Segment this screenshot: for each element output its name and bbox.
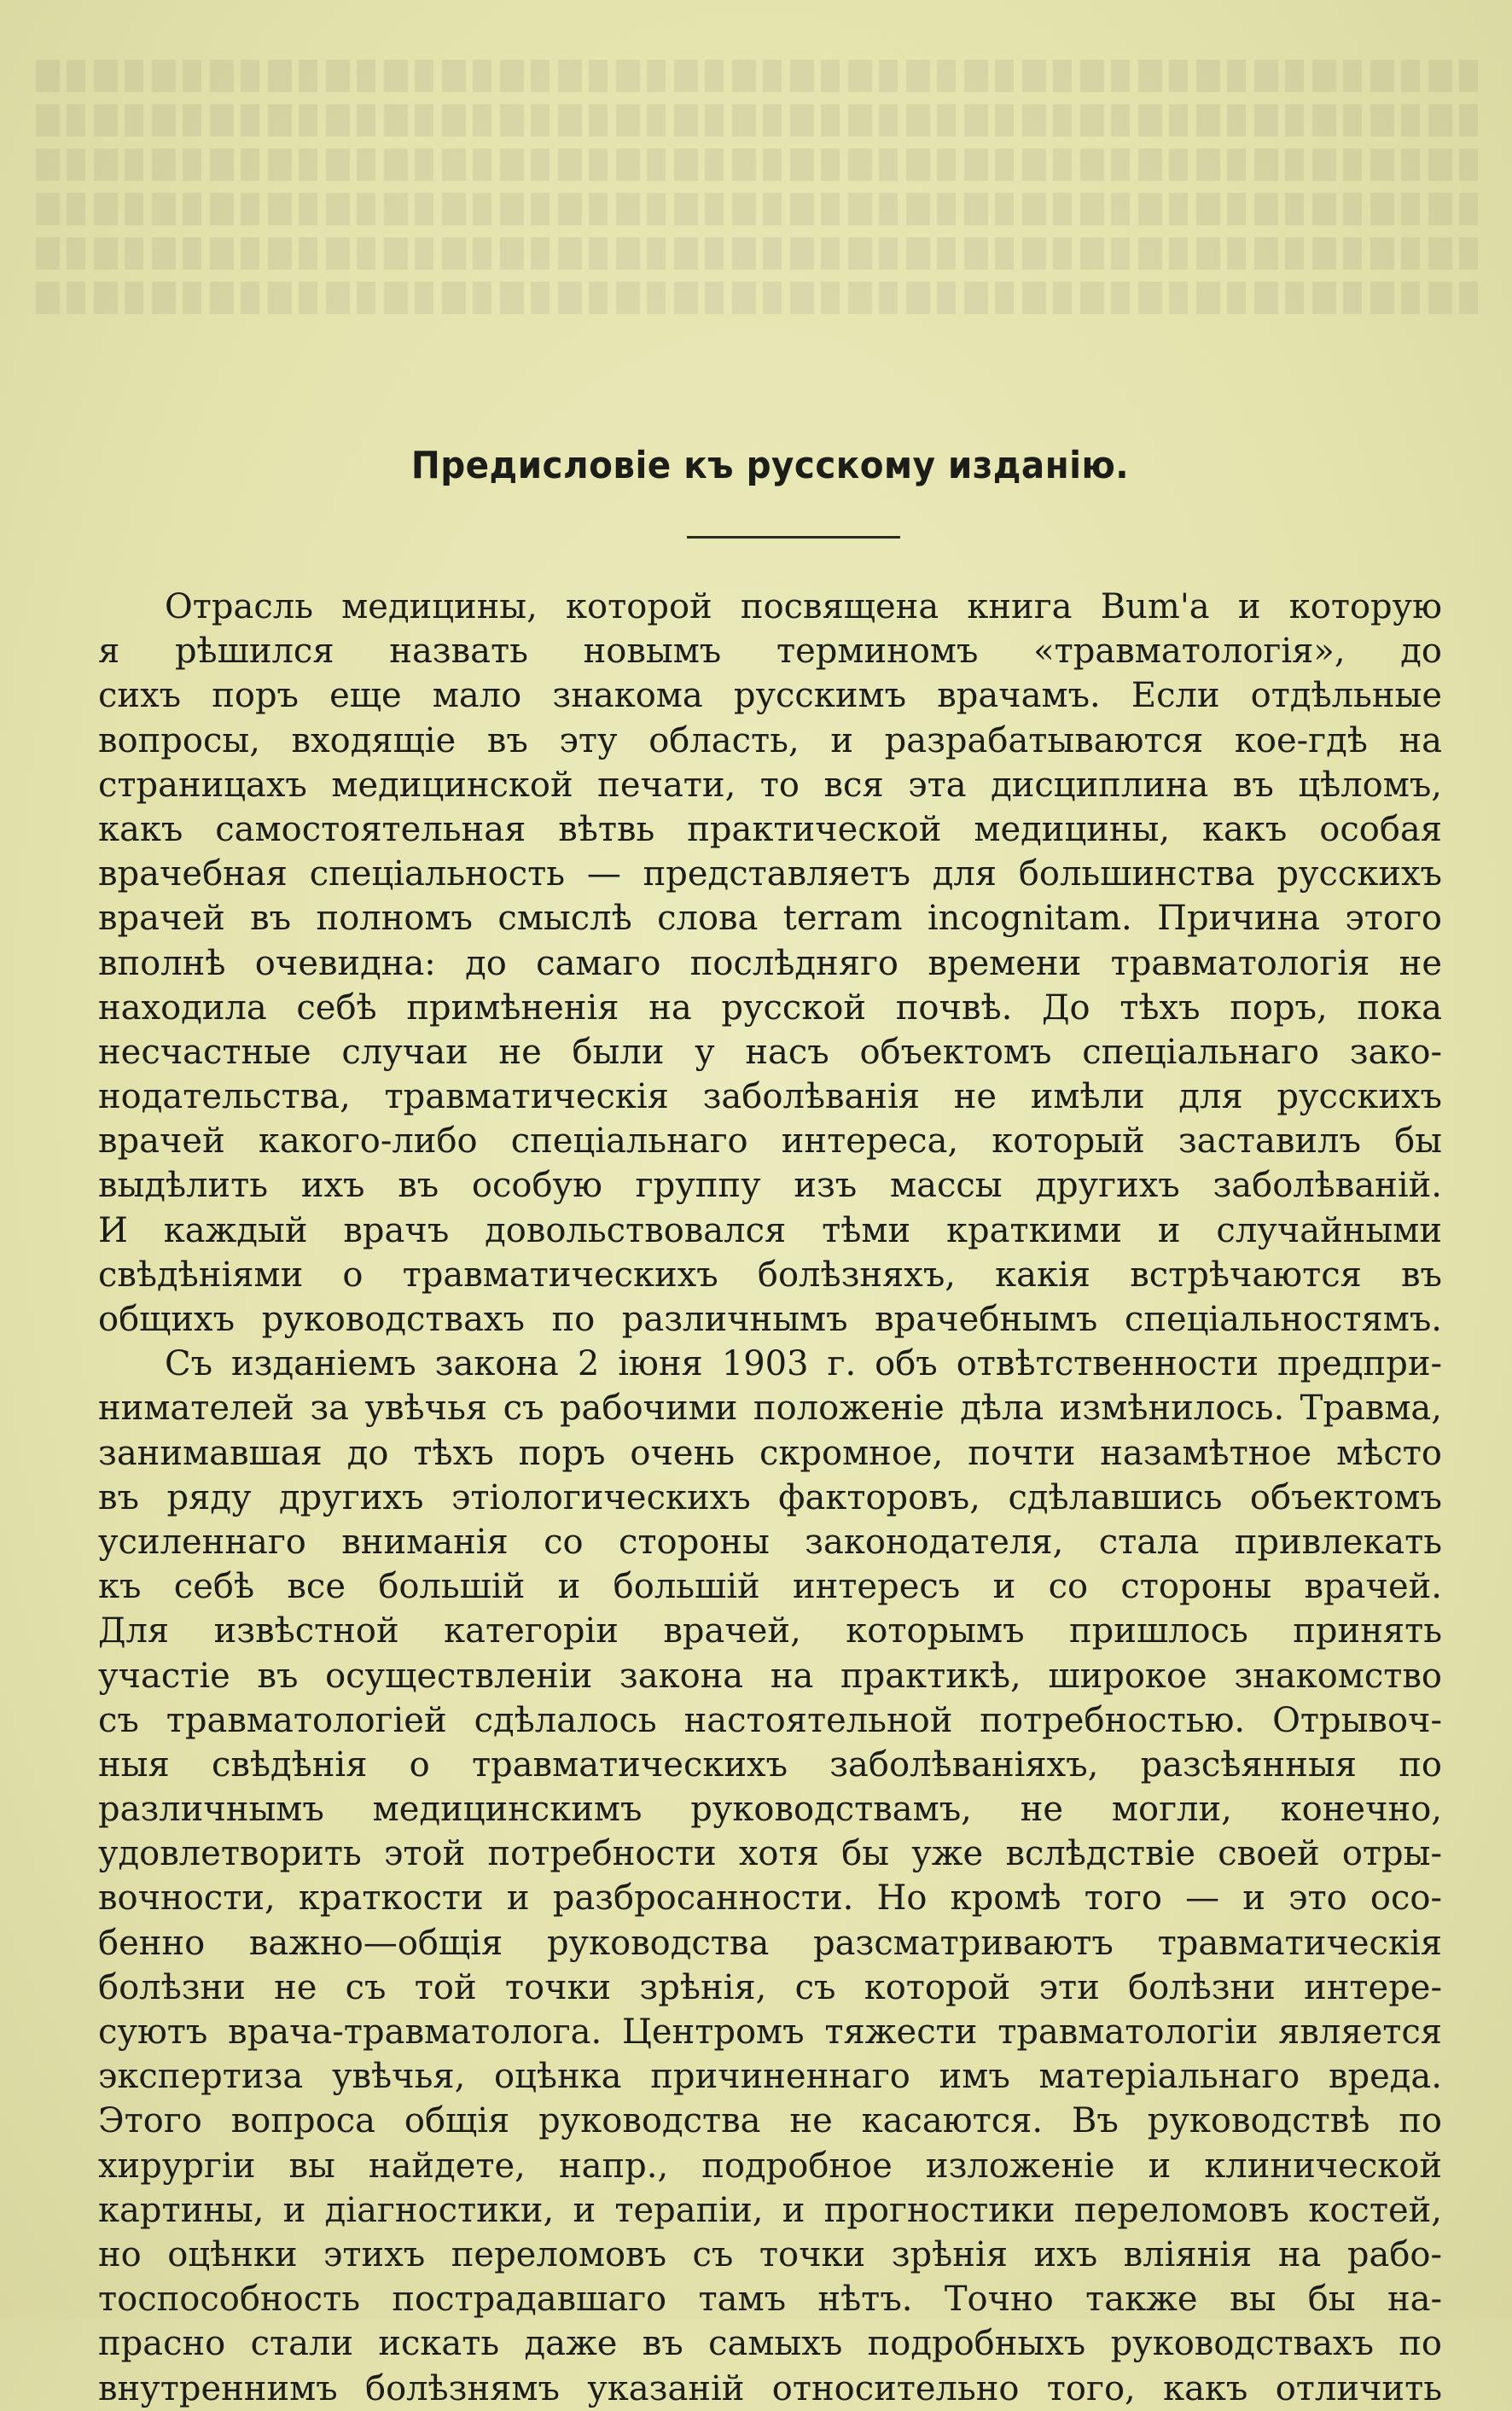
text-line: врачебная спеціальность — представляетъ для большинства русскихъ (98, 854, 1442, 894)
text-line: И каждый врачъ довольствовался тѣми краткими и случайными (98, 1210, 1442, 1250)
text-line: вопросы, входящіе въ эту область, и разрабатываются кое-гдѣ на (98, 720, 1442, 760)
text-line: болѣзни не съ той точки зрѣнія, съ которой эти болѣзни интере- (98, 1967, 1442, 2007)
text-line: несчастные случаи не были у насъ объектомъ спеціальнаго зако- (98, 1032, 1442, 1072)
text-line: удовлетворить этой потребности хотя бы уже вслѣдствіе своей отры- (98, 1834, 1442, 1874)
text-line: страницахъ медицинской печати, то вся эта дисциплина въ цѣломъ, (98, 765, 1442, 805)
text-line: суютъ врача-травматолога. Центромъ тяжести травматологіи является (98, 2012, 1442, 2052)
text-line: вочности, краткости и разбросанности. Но кромѣ того — и это осо- (98, 1878, 1442, 1919)
text-line: Для извѣстной категоріи врачей, которымъ пришлось принять (98, 1611, 1442, 1651)
text-line: прасно стали искать даже въ самыхъ подробныхъ руководствахъ по (98, 2324, 1442, 2364)
text-line: занимавшая до тѣхъ поръ очень скромное, почти назамѣтное мѣсто (98, 1433, 1442, 1473)
text-line: картины, и діагностики, и терапіи, и прогностики переломовъ костей, (98, 2190, 1442, 2230)
text-line: свѣдѣніями о травматическихъ болѣзняхъ, какія встрѣчаются въ (98, 1255, 1442, 1295)
text-line: ныя свѣдѣнія о травматическихъ заболѣваніяхъ, разсѣянныя по (98, 1744, 1442, 1785)
text-line: врачей какого-либо спеціальнаго интереса, который заставилъ бы (98, 1121, 1442, 1162)
text-line: экспертиза увѣчья, оцѣнка причиненнаго имъ матеріальнаго вреда. (98, 2057, 1442, 2097)
text-line: въ ряду другихъ этіологическихъ факторовъ, сдѣлавшись объектомъ (98, 1477, 1442, 1517)
text-line: нодательства, травматическія заболѣванія не имѣли для русскихъ (98, 1077, 1442, 1117)
text-line: усиленнаго вниманія со стороны законодателя, стала привлекать (98, 1522, 1442, 1562)
text-line: различнымъ медицинскимъ руководствамъ, не могли, конечно, (98, 1790, 1442, 1830)
text-line: вполнѣ очевидна: до самаго послѣдняго времени травматологія не (98, 943, 1442, 983)
text-line: Этого вопроса общія руководства не касаются. Въ руководствѣ по (98, 2101, 1442, 2141)
text-line: Съ изданіемъ закона 2 іюня 1903 г. объ отвѣтственности предпри- (165, 1344, 1442, 1384)
text-line: Отрасль медицины, которой посвящена книга Вum'а и которую (165, 587, 1442, 626)
paragraph-2 (98, 1342, 1442, 2411)
text-line: какъ самостоятельная вѣтвь практической медицины, какъ особая (98, 809, 1442, 849)
text-line: выдѣлить ихъ въ особую группу изъ массы другихъ заболѣваній. (98, 1166, 1442, 1206)
text-line: врачей въ полномъ смыслѣ слова terram incognitam. Причина этого (98, 899, 1442, 939)
text-line: нимателей за увѣчья съ рабочими положеніе дѣла измѣнилось. Травма, (98, 1389, 1442, 1429)
show-through-text (0, 60, 1512, 367)
text-line: общихъ руководствахъ по различнымъ врачебнымъ спеціальностямъ. (98, 1300, 1442, 1339)
text-line: бенно важно—общія руководства разсматриваютъ травматическія (98, 1923, 1442, 1963)
text-line: внутреннимъ болѣзнямъ указаній относительно того, какъ отличить (98, 2368, 1442, 2408)
paragraph-1 (98, 585, 1442, 1342)
text-line: участіе въ осуществленіи закона на практикѣ, широкое знакомство (98, 1656, 1442, 1696)
text-line: тоспособность пострадавшаго тамъ нѣтъ. Точно также вы бы на- (98, 2280, 1442, 2320)
page-heading: Предисловіе къ русскому изданію. (410, 444, 1130, 487)
text-line: но оцѣнки этихъ переломовъ съ точки зрѣнія ихъ вліянія на рабо- (98, 2234, 1442, 2274)
text-line: хирургіи вы найдете, напр., подробное изложеніе и клинической (98, 2146, 1442, 2186)
text-line: съ травматологіей сдѣлалось настоятельной потребностью. Отрывоч- (98, 1700, 1442, 1740)
text-line: къ себѣ все большій и большій интересъ и со стороны врачей. (98, 1567, 1442, 1607)
body-text (98, 585, 1442, 2411)
text-line: находила себѣ примѣненія на русской почвѣ. До тѣхъ поръ, пока (98, 987, 1442, 1028)
heading-rule (687, 536, 900, 539)
text-line: я рѣшился назвать новымъ терминомъ «травматологія», до (98, 632, 1442, 672)
text-line: сихъ поръ еще мало знакома русскимъ врачамъ. Если отдѣльные (98, 676, 1442, 716)
